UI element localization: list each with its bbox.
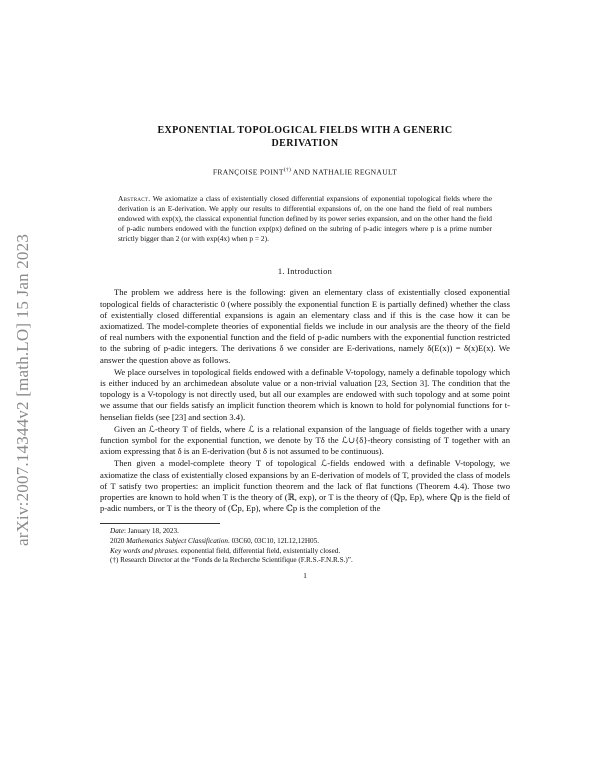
arxiv-identifier: arXiv:2007.14344v2 [math.LO] 15 Jan 2023 [13, 233, 32, 547]
abstract-label: Abstract. [118, 193, 151, 203]
abstract [118, 194, 492, 244]
paragraph-3: Given an ℒ-theory T of fields, where ℒ is a relational expansion of the language of fields together with a unary function symbol for the exponential function, we denote by Tδ the ℒ∪{δ}-theory consisting of T together with an axiom expressing that δ is an E-derivation (but δ is not assumed to be continuous). [100, 423, 510, 457]
paragraph-2: We place ourselves in topological fields endowed with a definable V-topology, namely a definable topology which is either induced by an archimedean absolute value or a non-trivial valuation [23, Section 3]. The condition that the topology is a V-topology is not directly used, but all our examples are endowed with such topology and at some point we assume that our fields satisfy an implicit function theorem which is known to hold for polynomial functions for t-henselian fields (see [23] and section 3.4). [100, 366, 510, 422]
footnotes [100, 527, 510, 565]
footnote-msc-label: Mathematics Subject Classification [126, 537, 228, 546]
section-heading: 1. Introduction [277, 267, 333, 277]
footnote-msc [100, 537, 510, 547]
paper-title [100, 124, 510, 150]
paragraph-1: The problem we address here is the following: given an elementary class of existentially closed exponential topological fields of characteristic 0 (where possibly the exponential function E is partially defined) whether the class of existentially closed differential expansions is again an elementary class and if this is the case how it can be axiomatized. The model-complete theories of exponential fields we include in our analysis are the theory of the field of real numbers with the exponential function and the field of p-adic numbers with the exponential function restricted to the subring of p-adic integers. The derivations δ we consider are E-derivations, namely δ(E(x)) = δ(x)E(x). We answer the question above as follows. [100, 287, 510, 365]
arxiv-identifier-sidebar [8, 150, 38, 630]
footnote-keywords-label: Key words and phrases [110, 546, 178, 555]
footnote-date [100, 527, 510, 537]
footnote-rule [100, 523, 220, 524]
page-number: 1 [303, 570, 307, 580]
footnote-msc-prefix: 2020 [110, 537, 127, 546]
footnote-keywords-value: . exponential field, differential field, existentially closed. [177, 546, 341, 555]
author-1: FRANÇOISE POINT [212, 167, 284, 177]
paper-page [100, 124, 510, 581]
author-1-mark: (†) [283, 167, 292, 173]
abstract-text: We axiomatize a class of existentially closed differential expansions of exponential topological fields where the derivation is an E-derivation. We apply our results to differential expansions of, on the one hand the field of real numbers endowed with exp(x), the classical exponential function defined by its power series expansion, and on the other hand the field of p-adic numbers endowed with the function exp(px) defined on the subring of p-adic integers where p is a prime number strictly bigger than 2 (or with exp(4x) when p = 2). [118, 193, 492, 244]
author-2: AND NATHALIE REGNAULT [291, 167, 398, 177]
footnote-date-value: : January 18, 2023. [123, 527, 179, 536]
footnote-msc-value: . 03C60, 03C10, 12L12,12H05. [227, 537, 320, 546]
footnote-date-label: Date [110, 527, 124, 536]
paragraph-4: Then given a model-complete theory T of topological ℒ-fields endowed with a definable V-topology, we axiomatize the class of existentially closed expansions by an E-derivation of models of T, provided the class of models of T satisfy two properties: an implicit function theorem and the lack of flat functions (Theorem 4.4). Those two properties are known to hold when T is the theory of (ℝ, exp), or T is the theory of (ℚp, Ep), where ℚp is the field of p-adic numbers, or T is the theory of (ℂp, Ep), where ℂp is the completion of the [100, 458, 510, 514]
footnote-keywords [100, 547, 510, 557]
title-line-1: EXPONENTIAL TOPOLOGICAL FIELDS WITH A GENERIC [157, 125, 453, 136]
title-line-2: DERIVATION [271, 138, 339, 149]
footnote-research-note: (†) Research Director at the “Fonds de la Recherche Scientifique (F.R.S.-F.N.R.S.)”. [110, 556, 353, 565]
authors [100, 165, 510, 178]
